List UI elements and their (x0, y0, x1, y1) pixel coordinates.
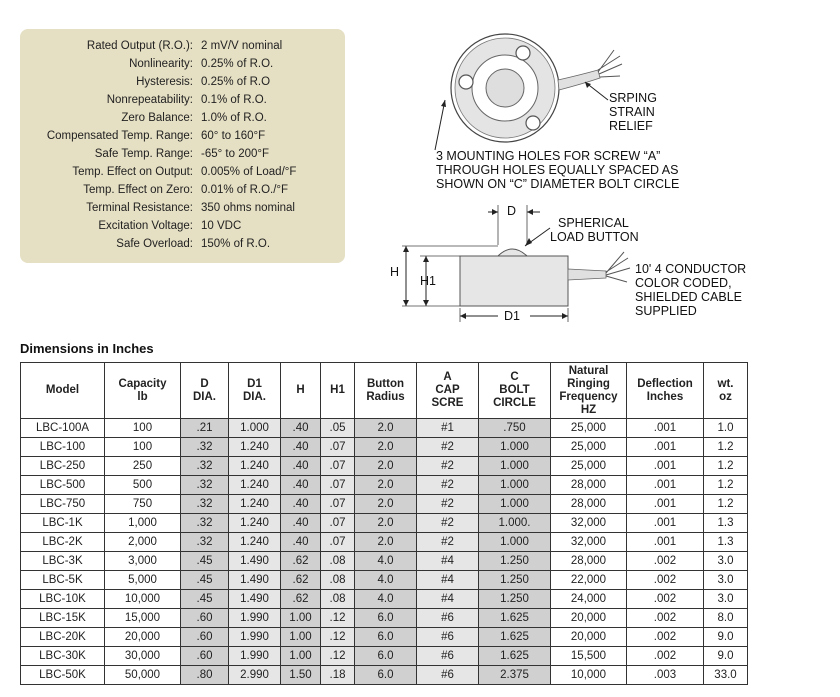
table-cell: 1.00 (281, 647, 321, 666)
table-cell: 1.990 (229, 628, 281, 647)
table-cell: 33.0 (704, 666, 748, 685)
table-cell: .12 (321, 647, 355, 666)
table-cell: 1.990 (229, 609, 281, 628)
table-cell: 1.2 (704, 438, 748, 457)
table-row (21, 514, 748, 533)
mounting-note: THROUGH HOLES EQUALLY SPACED AS (436, 163, 679, 177)
table-row (21, 552, 748, 571)
table-cell: #4 (417, 571, 479, 590)
table-cell: 25,000 (551, 457, 627, 476)
table-cell: 2.0 (355, 419, 417, 438)
load-button-note: SPHERICAL (558, 216, 629, 230)
column-header-line: A (443, 371, 452, 383)
table-row (21, 609, 748, 628)
spec-label: Compensated Temp. Range: (46, 130, 193, 142)
table-cell: 100 (105, 438, 181, 457)
table-cell: 1.3 (704, 533, 748, 552)
table-cell: 4.0 (355, 590, 417, 609)
table-cell: .001 (627, 419, 704, 438)
table-cell: LBC-2K (21, 533, 105, 552)
table-cell: .60 (181, 647, 229, 666)
table-cell: .001 (627, 438, 704, 457)
column-header-line: oz (719, 390, 732, 403)
table-cell: .001 (627, 476, 704, 495)
table-cell: 1.625 (479, 609, 551, 628)
column-header (105, 363, 181, 419)
column-header-line: H1 (330, 384, 345, 396)
table-cell: 2.0 (355, 476, 417, 495)
table-cell: 1.625 (479, 647, 551, 666)
table-row (21, 628, 748, 647)
table-cell: LBC-10K (21, 590, 105, 609)
table-cell: 25,000 (551, 419, 627, 438)
table-cell: .001 (627, 495, 704, 514)
table-cell: 2,000 (105, 533, 181, 552)
column-header-line: H (296, 384, 305, 396)
table-cell: 1.240 (229, 533, 281, 552)
strain-relief-label: RELIEF (609, 119, 653, 133)
spec-value: 2 mV/V nominal (201, 40, 283, 52)
column-header (417, 363, 479, 419)
spec-row (20, 166, 345, 184)
spec-value: 10 VDC (201, 220, 242, 232)
table-cell: #2 (417, 495, 479, 514)
table-cell: 1.000. (479, 514, 551, 533)
table-row (21, 457, 748, 476)
cable-note: SUPPLIED (635, 304, 697, 318)
table-cell: .08 (321, 590, 355, 609)
spec-value: 0.1% of R.O. (201, 94, 267, 106)
table-cell: 2.0 (355, 533, 417, 552)
dimensions-title: Dimensions in Inches (20, 341, 154, 356)
table-cell: .002 (627, 647, 704, 666)
column-header-line: DIA. (193, 390, 216, 403)
table-cell: 3.0 (704, 590, 748, 609)
load-button-note: LOAD BUTTON (550, 230, 639, 244)
spec-value: 0.01% of R.O./°F (201, 184, 289, 196)
table-cell: 6.0 (355, 628, 417, 647)
column-header-line: C (510, 371, 519, 383)
table-cell: 24,000 (551, 590, 627, 609)
table-cell: 20,000 (551, 609, 627, 628)
table-cell: 750 (105, 495, 181, 514)
table-cell: .40 (281, 457, 321, 476)
table-cell: #2 (417, 438, 479, 457)
table-cell: .12 (321, 609, 355, 628)
table-cell: 1.240 (229, 476, 281, 495)
dimensions-table (20, 362, 748, 685)
table-cell: 3.0 (704, 552, 748, 571)
column-header-line: Button (366, 377, 405, 390)
column-header-line: Capacity (118, 377, 167, 390)
spec-row (20, 184, 345, 202)
table-cell: .32 (181, 533, 229, 552)
table-cell: 1.00 (281, 609, 321, 628)
table-cell: .21 (181, 419, 229, 438)
cable-note: COLOR CODED, (635, 276, 732, 290)
table-cell: 9.0 (704, 628, 748, 647)
column-header-line: CAP (435, 384, 460, 396)
column-header (181, 363, 229, 419)
table-cell: .750 (479, 419, 551, 438)
table-cell: 10,000 (551, 666, 627, 685)
table-cell: #4 (417, 552, 479, 571)
spec-value: 60° to 160°F (201, 130, 266, 142)
table-cell: #2 (417, 533, 479, 552)
table-cell: .07 (321, 438, 355, 457)
table-cell: 20,000 (105, 628, 181, 647)
table-cell: LBC-20K (21, 628, 105, 647)
column-header-line: Natural (568, 364, 609, 377)
table-cell: .07 (321, 457, 355, 476)
table-cell: .40 (281, 419, 321, 438)
table-cell: .07 (321, 495, 355, 514)
column-header-line: lb (137, 390, 148, 403)
table-cell: 250 (105, 457, 181, 476)
column-header-line: Model (45, 384, 80, 396)
table-cell: LBC-1K (21, 514, 105, 533)
spec-value: 1.0% of R.O. (201, 112, 267, 124)
table-cell: 30,000 (105, 647, 181, 666)
table-cell: 2.0 (355, 438, 417, 457)
column-header-line: D1 (247, 377, 262, 390)
table-cell: 1.000 (479, 495, 551, 514)
table-cell: 1,000 (105, 514, 181, 533)
load-cell-diagram (380, 20, 780, 325)
table-cell: .40 (281, 438, 321, 457)
spec-row (20, 94, 345, 112)
spec-label: Nonrepeatability: (106, 94, 193, 106)
table-cell: 1.490 (229, 571, 281, 590)
table-cell: .18 (321, 666, 355, 685)
table-cell: .62 (281, 590, 321, 609)
spec-row (20, 202, 345, 220)
table-cell: 32,000 (551, 533, 627, 552)
table-cell: 1.0 (704, 419, 748, 438)
table-cell: LBC-30K (21, 647, 105, 666)
column-header (281, 363, 321, 419)
table-cell: 6.0 (355, 666, 417, 685)
spec-label: Safe Overload: (116, 238, 193, 250)
table-cell: 1.490 (229, 590, 281, 609)
column-header-line: Ringing (567, 377, 610, 390)
cable-note: SHIELDED CABLE (635, 290, 742, 304)
table-cell: 1.50 (281, 666, 321, 685)
table-row (21, 533, 748, 552)
spec-value: -65° to 200°F (201, 148, 270, 160)
column-header (551, 363, 627, 419)
table-cell: 1.000 (479, 533, 551, 552)
table-cell: LBC-100A (21, 419, 105, 438)
cable-note: 10' 4 CONDUCTOR (635, 262, 747, 276)
table-cell: 1.240 (229, 457, 281, 476)
column-header-line: Deflection (637, 377, 693, 390)
table-cell: .002 (627, 590, 704, 609)
column-header-line: CIRCLE (493, 397, 536, 409)
specifications-panel (20, 29, 345, 263)
table-row (21, 476, 748, 495)
table-cell: .60 (181, 609, 229, 628)
column-header (627, 363, 704, 419)
table-cell: .62 (281, 571, 321, 590)
table-cell: 1.990 (229, 647, 281, 666)
table-cell: .32 (181, 514, 229, 533)
table-cell: 8.0 (704, 609, 748, 628)
table-cell: .002 (627, 628, 704, 647)
d1-label: D1 (504, 309, 520, 323)
strain-relief-label: SRPING (609, 91, 657, 105)
table-cell: .32 (181, 495, 229, 514)
table-cell: #6 (417, 666, 479, 685)
table-cell: .002 (627, 609, 704, 628)
table-row (21, 419, 748, 438)
table-cell: .002 (627, 552, 704, 571)
table-cell: 1.240 (229, 514, 281, 533)
table-cell: 1.250 (479, 571, 551, 590)
table-cell: 2.0 (355, 457, 417, 476)
table-cell: #2 (417, 476, 479, 495)
table-cell: 28,000 (551, 476, 627, 495)
top-view (435, 34, 622, 150)
table-cell: .45 (181, 552, 229, 571)
table-row (21, 438, 748, 457)
table-cell: .32 (181, 438, 229, 457)
table-cell: 1.000 (479, 457, 551, 476)
table-cell: .001 (627, 533, 704, 552)
table-cell: 1.240 (229, 495, 281, 514)
table-cell: .32 (181, 476, 229, 495)
table-cell: .002 (627, 571, 704, 590)
table-cell: 1.00 (281, 628, 321, 647)
spec-row (20, 130, 345, 148)
table-cell: .40 (281, 533, 321, 552)
strain-relief-label: STRAIN (609, 105, 655, 119)
spec-row (20, 40, 345, 58)
table-cell: #2 (417, 457, 479, 476)
spec-row (20, 148, 345, 166)
table-cell: 10,000 (105, 590, 181, 609)
table-cell: LBC-100 (21, 438, 105, 457)
column-header-line: DIA. (243, 390, 266, 403)
table-cell: 1.2 (704, 476, 748, 495)
table-cell: LBC-15K (21, 609, 105, 628)
table-cell: LBC-250 (21, 457, 105, 476)
table-cell: 1.250 (479, 590, 551, 609)
table-cell: 3,000 (105, 552, 181, 571)
table-cell: 15,500 (551, 647, 627, 666)
table-cell: .40 (281, 476, 321, 495)
table-row (21, 666, 748, 685)
table-cell: #6 (417, 628, 479, 647)
spec-label: Temp. Effect on Zero: (83, 184, 193, 196)
table-cell: .62 (281, 552, 321, 571)
spec-value: 0.25% of R.O. (201, 58, 274, 70)
table-cell: .32 (181, 457, 229, 476)
table-cell: #2 (417, 514, 479, 533)
spec-value: 150% of R.O. (201, 238, 271, 250)
column-header (21, 363, 105, 419)
table-cell: .80 (181, 666, 229, 685)
table-cell: .40 (281, 514, 321, 533)
spec-row (20, 112, 345, 130)
table-cell: #6 (417, 647, 479, 666)
column-header (479, 363, 551, 419)
table-cell: 28,000 (551, 552, 627, 571)
column-header-line: wt. (717, 377, 734, 390)
table-cell: .001 (627, 457, 704, 476)
table-cell: 22,000 (551, 571, 627, 590)
table-cell: .001 (627, 514, 704, 533)
table-cell: 15,000 (105, 609, 181, 628)
table-cell: 100 (105, 419, 181, 438)
table-cell: .08 (321, 552, 355, 571)
table-cell: 2.0 (355, 514, 417, 533)
column-header (355, 363, 417, 419)
spec-row (20, 76, 345, 94)
column-header-line: BOLT (499, 384, 530, 396)
column-header (229, 363, 281, 419)
spec-label: Excitation Voltage: (98, 220, 193, 232)
table-cell: 6.0 (355, 647, 417, 666)
table-cell: .003 (627, 666, 704, 685)
table-cell: .60 (181, 628, 229, 647)
column-header-line: Frequency (559, 390, 618, 403)
spec-label: Hysteresis: (136, 76, 193, 88)
h-label: H (390, 265, 400, 279)
table-cell: 50,000 (105, 666, 181, 685)
column-header-line: Inches (646, 390, 684, 403)
mounting-note: SHOWN ON “C” DIAMETER BOLT CIRCLE (436, 177, 680, 191)
table-cell: 5,000 (105, 571, 181, 590)
column-header (704, 363, 748, 419)
spec-value: 0.25% of R.O (201, 76, 271, 88)
table-cell: .45 (181, 590, 229, 609)
spec-row (20, 58, 345, 76)
table-cell: 4.0 (355, 552, 417, 571)
table-cell: 1.250 (479, 552, 551, 571)
spec-label: Temp. Effect on Output: (72, 166, 193, 178)
table-cell: 1.2 (704, 495, 748, 514)
table-cell: #4 (417, 590, 479, 609)
column-header-line: HZ (580, 403, 597, 416)
table-cell: 20,000 (551, 628, 627, 647)
table-cell: LBC-3K (21, 552, 105, 571)
table-cell: 1.000 (479, 476, 551, 495)
table-row (21, 590, 748, 609)
table-cell: .45 (181, 571, 229, 590)
table-cell: 2.0 (355, 495, 417, 514)
spec-label: Zero Balance: (121, 112, 193, 124)
spec-label: Terminal Resistance: (86, 202, 193, 214)
column-header-line: D (200, 377, 209, 390)
h1-label: H1 (420, 274, 436, 288)
table-row (21, 571, 748, 590)
table-cell: .40 (281, 495, 321, 514)
table-cell: #1 (417, 419, 479, 438)
table-cell: 1.000 (479, 438, 551, 457)
table-cell: 25,000 (551, 438, 627, 457)
table-row (21, 495, 748, 514)
table-cell: 6.0 (355, 609, 417, 628)
table-cell: 500 (105, 476, 181, 495)
table-cell: 1.625 (479, 628, 551, 647)
table-cell: 4.0 (355, 571, 417, 590)
column-header (321, 363, 355, 419)
table-header-row (21, 363, 748, 419)
table-cell: 28,000 (551, 495, 627, 514)
table-row (21, 647, 748, 666)
spec-label: Safe Temp. Range: (94, 148, 193, 160)
table-cell: .12 (321, 628, 355, 647)
table-cell: 1.000 (229, 419, 281, 438)
table-cell: 2.375 (479, 666, 551, 685)
table-cell: .05 (321, 419, 355, 438)
table-cell: .08 (321, 571, 355, 590)
spec-label: Nonlinearity: (129, 58, 193, 70)
table-cell: #6 (417, 609, 479, 628)
table-cell: .07 (321, 476, 355, 495)
spec-label: Rated Output (R.O.): (86, 40, 193, 52)
table-cell: LBC-750 (21, 495, 105, 514)
spec-value: 0.005% of Load/°F (201, 166, 297, 178)
spec-row (20, 238, 345, 256)
table-cell: 32,000 (551, 514, 627, 533)
table-cell: LBC-5K (21, 571, 105, 590)
d-label: D (507, 204, 517, 218)
column-header-line: SCRE (431, 397, 464, 409)
table-cell: 1.3 (704, 514, 748, 533)
spec-row (20, 220, 345, 238)
table-cell: 2.990 (229, 666, 281, 685)
column-header-line: Radius (366, 390, 405, 403)
table-cell: .07 (321, 533, 355, 552)
table-cell: 1.490 (229, 552, 281, 571)
table-cell: 3.0 (704, 571, 748, 590)
table-cell: 9.0 (704, 647, 748, 666)
spec-value: 350 ohms nominal (201, 202, 295, 214)
table-cell: 1.2 (704, 457, 748, 476)
table-cell: LBC-500 (21, 476, 105, 495)
table-cell: 1.240 (229, 438, 281, 457)
table-cell: .07 (321, 514, 355, 533)
mounting-note: 3 MOUNTING HOLES FOR SCREW “A” (436, 149, 661, 163)
table-cell: LBC-50K (21, 666, 105, 685)
